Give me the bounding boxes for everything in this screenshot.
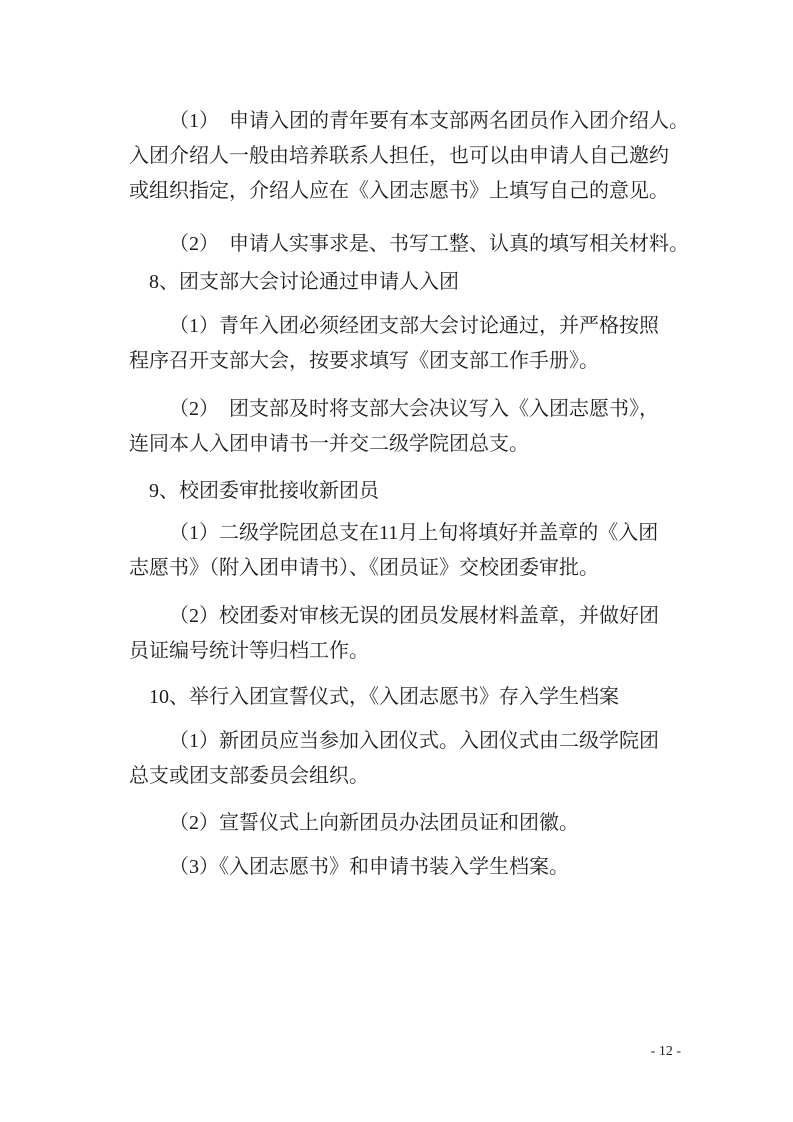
body-paragraph — [129, 392, 685, 462]
text-line: 或组织指定，介绍人应在《入团志愿书》上填写自己的意见。 — [129, 180, 669, 202]
body-paragraph — [129, 724, 685, 794]
text-line: （2） 团支部及时将支部大会决议写入《入团志愿书》， — [169, 398, 659, 420]
body-paragraph — [129, 599, 685, 669]
body-paragraph — [129, 516, 685, 586]
text-line: （2）校团委对审核无误的团员发展材料盖章，并做好团 — [169, 605, 659, 627]
text-line: 10、举行入团宣誓仪式，《入团志愿书》存入学生档案 — [149, 686, 619, 708]
text-line: 员证编号统计等归档工作。 — [129, 640, 369, 662]
text-line: 入团介绍人一般由培养联系人担任，也可以由申请人自己邀约 — [129, 145, 669, 167]
text-line: 志愿书》（附入团申请书）、《团员证》交校团委审批。 — [129, 557, 599, 579]
section-heading — [129, 474, 685, 509]
text-line: （1）青年入团必须经团支部大会讨论通过，并严格按照 — [169, 315, 659, 337]
text-line: （1）新团员应当参加入团仪式。入团仪式由二级学院团 — [169, 730, 659, 752]
text-line: （1） 申请入团的青年要有本支部两名团员作入团介绍人。 — [169, 110, 689, 132]
text-line: （3）《入团志愿书》和申请书装入学生档案。 — [169, 856, 569, 878]
body-paragraph — [129, 227, 689, 262]
section-heading — [129, 265, 685, 300]
text-line: 程序召开支部大会，按要求填写《团支部工作手册》。 — [129, 350, 599, 372]
text-line: （2）宣誓仪式上向新团员办法团员证和团徽。 — [169, 812, 579, 834]
body-paragraph — [129, 104, 689, 209]
body-paragraph — [129, 309, 685, 379]
text-line: 8、团支部大会讨论通过申请人入团 — [149, 271, 459, 293]
section-heading — [129, 680, 685, 715]
text-line: （1）二级学院团总支在11月上旬将填好并盖章的《入团 — [169, 522, 659, 544]
body-paragraph — [129, 806, 685, 841]
body-paragraph — [129, 850, 685, 885]
page-number: - 12 - — [650, 1044, 681, 1059]
text-line: 连同本人入团申请书一并交二级学院团总支。 — [129, 433, 529, 455]
text-line: 总支或团支部委员会组织。 — [129, 765, 369, 787]
text-line: （2） 申请人实事求是、书写工整、认真的填写相关材料。 — [169, 233, 689, 255]
document-body — [129, 104, 689, 885]
text-line: 9、校团委审批接收新团员 — [149, 480, 379, 502]
